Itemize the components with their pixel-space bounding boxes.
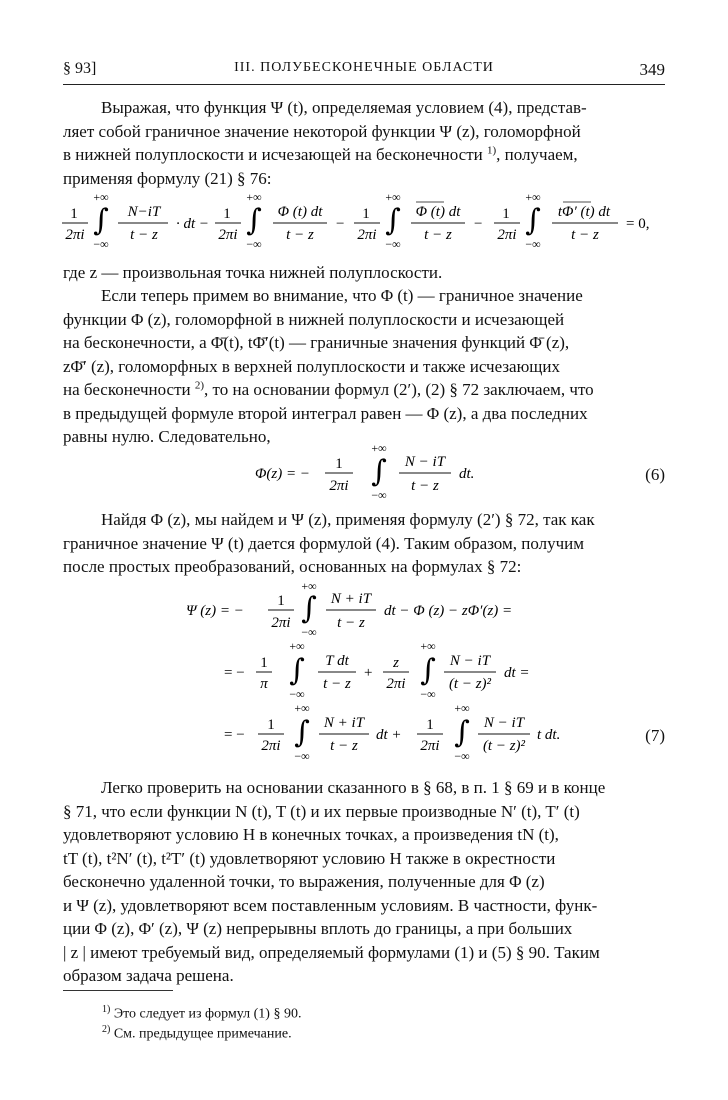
text-line: ляет собой граничное значение некоторой функции Ψ (z), голоморфной	[63, 121, 581, 141]
text-line: Если теперь примем во внимание, что Φ (t) — граничное значение	[101, 286, 583, 305]
svg-text:Φ(z) = −: Φ(z) = −	[255, 466, 310, 482]
equation-7-line-1	[186, 579, 546, 639]
svg-text:Φ (t) dt: Φ (t) dt	[415, 204, 461, 220]
section-ref: § 93]	[63, 60, 97, 77]
running-head	[63, 60, 665, 84]
svg-text:1: 1	[335, 456, 343, 472]
text-line: образом задача решена.	[63, 966, 234, 985]
svg-text:(t − z)²: (t − z)²	[448, 676, 492, 692]
page-number: 349	[639, 60, 665, 79]
paragraph-4	[63, 508, 665, 579]
text-line: равны нулю. Следовательно,	[63, 427, 271, 446]
text-line: § 71, что если функции N (t), T (t) и их первые производные N′ (t), T′ (t)	[63, 801, 580, 821]
svg-text:t − z: t − z	[411, 478, 439, 494]
svg-text:∫: ∫	[301, 591, 317, 626]
svg-text:+: +	[364, 665, 373, 681]
svg-text:∫: ∫	[371, 454, 387, 489]
text-line: в нижней полуплоскости и исчезающей на бесконечности $^{1)}$, получаем,	[63, 144, 578, 164]
svg-text:∫: ∫	[420, 653, 436, 688]
text-line: бесконечно удаленной точки, то выражения, полученные для Φ (z)	[63, 872, 545, 891]
equation-7-line-2	[224, 639, 554, 701]
svg-text:2πi: 2πi	[386, 676, 406, 692]
text-line: и Ψ (z), удовлетворяют всем поставленным условиям. В частности, функ-	[63, 895, 598, 915]
svg-text:+∞: +∞	[385, 190, 401, 204]
footnote-rule	[63, 990, 173, 991]
svg-text:−: −	[474, 216, 483, 232]
equation-6	[255, 441, 495, 502]
paragraph-2	[63, 261, 665, 285]
equation-7-line-1-svg	[186, 579, 546, 639]
svg-text:∫: ∫	[525, 203, 541, 238]
svg-text:1: 1	[70, 206, 78, 222]
svg-text:t − z: t − z	[130, 227, 158, 243]
svg-text:−∞: −∞	[246, 237, 262, 251]
footnote-mark: 2)	[102, 1024, 111, 1035]
svg-text:N + iT: N + iT	[323, 715, 365, 731]
text-line: Выражая, что функция Ψ (t), определяемая условием (4), представ-	[101, 98, 587, 117]
svg-text:1: 1	[362, 206, 370, 222]
footnote-ref-1: 1)	[487, 144, 497, 157]
svg-text:∫: ∫	[246, 203, 262, 238]
text-line: tT (t), t²N′ (t), t²T′ (t) удовлетворяют условию H также в окрестности	[63, 848, 556, 868]
text-line: | z | имеют требуемый вид, определяемый формулами (1) и (5) § 90. Таким	[63, 942, 600, 962]
text-line: функции Φ (z), голоморфной в нижней полуплоскости и исчезающей	[63, 309, 565, 329]
text-line: в предыдущей формуле второй интеграл равен — Φ (z), а два последних	[63, 403, 588, 423]
svg-text:2πi: 2πi	[420, 738, 440, 754]
svg-text:+∞: +∞	[371, 441, 387, 455]
text-line: ции Φ (z), Φ′ (z), Ψ (z) непрерывны вплоть до границы, а при больших	[63, 919, 573, 938]
svg-text:t dt.: t dt.	[537, 727, 561, 743]
svg-text:N − iT: N − iT	[483, 715, 525, 731]
footnote-1	[102, 1004, 301, 1023]
svg-text:2πi: 2πi	[261, 738, 281, 754]
svg-text:t − z: t − z	[330, 738, 358, 754]
svg-text:π: π	[260, 676, 268, 692]
equation-6-number: (6)	[645, 465, 665, 484]
svg-text:∫: ∫	[454, 715, 470, 750]
svg-text:∫: ∫	[294, 715, 310, 750]
svg-text:1: 1	[502, 206, 510, 222]
svg-text:Ψ (z) = −: Ψ (z) = −	[186, 603, 244, 619]
equation-7-number: (7)	[645, 726, 665, 745]
svg-text:−∞: −∞	[301, 625, 317, 639]
text-line: Найдя Φ (z), мы найдем и Ψ (z), применяя формулу (2′) § 72, так как	[101, 510, 595, 529]
svg-text:N − iT: N − iT	[404, 454, 446, 470]
svg-text:−∞: −∞	[385, 237, 401, 251]
svg-text:(t − z)²: (t − z)²	[482, 738, 526, 754]
svg-text:N − iT: N − iT	[449, 653, 491, 669]
svg-text:t − z: t − z	[323, 676, 351, 692]
svg-text:2πi: 2πi	[271, 615, 291, 631]
svg-text:+∞: +∞	[301, 579, 317, 593]
svg-text:= 0,: = 0,	[626, 216, 650, 232]
svg-text:∫: ∫	[93, 203, 109, 238]
svg-text:t − z: t − z	[286, 227, 314, 243]
chapter-title: III. ПОЛУБЕСКОНЕЧНЫЕ ОБЛАСТИ	[234, 60, 494, 75]
svg-text:t − z: t − z	[424, 227, 452, 243]
svg-text:+∞: +∞	[246, 190, 262, 204]
svg-text:z: z	[393, 655, 399, 671]
paragraph-3	[63, 284, 665, 449]
svg-text:−∞: −∞	[93, 237, 109, 251]
svg-text:1: 1	[426, 717, 434, 733]
text-line: применяя формулу (21) § 76:	[63, 168, 272, 188]
svg-text:Φ (t) dt: Φ (t) dt	[277, 204, 323, 220]
paragraph-5	[63, 776, 665, 988]
svg-text:= −: = −	[224, 727, 245, 743]
svg-text:2πi: 2πi	[65, 227, 85, 243]
svg-text:T dt: T dt	[325, 653, 349, 669]
svg-text:1: 1	[223, 206, 231, 222]
svg-text:N−iT: N−iT	[127, 204, 161, 220]
equation-7-line-2-svg	[224, 639, 554, 701]
svg-text:+∞: +∞	[420, 639, 436, 653]
svg-text:−∞: −∞	[289, 687, 305, 701]
svg-text:+∞: +∞	[294, 701, 310, 715]
text-line: на бесконечности $^{2)}$, то на основании формул (2′), (2) § 72 заключаем, что	[63, 379, 594, 399]
footnote-text: Это следует из формул (1) § 90.	[113, 1006, 302, 1022]
footnote-2	[102, 1024, 292, 1043]
svg-text:+∞: +∞	[454, 701, 470, 715]
footnote-text: См. предыдущее примечание.	[113, 1026, 292, 1042]
paragraph-1	[63, 96, 665, 190]
footnote-mark: 1)	[102, 1004, 111, 1015]
header-rule	[63, 84, 665, 85]
svg-text:2πi: 2πi	[329, 478, 349, 494]
svg-text:dt − Φ (z) − zΦ′(z) =: dt − Φ (z) − zΦ′(z) =	[384, 603, 513, 619]
svg-text:∫: ∫	[385, 203, 401, 238]
text-line: удовлетворяют условию H в конечных точках, а произведения tN (t),	[63, 825, 559, 844]
svg-text:−∞: −∞	[420, 687, 436, 701]
text-line: Легко проверить на основании сказанного в § 68, в п. 1 § 69 и в конце	[101, 778, 606, 797]
svg-text:∫: ∫	[289, 653, 305, 688]
svg-text:+∞: +∞	[93, 190, 109, 204]
svg-text:−∞: −∞	[371, 488, 387, 502]
svg-text:dt =: dt =	[504, 665, 530, 681]
text-line: граничное значение Ψ (t) дается формулой (4). Таким образом, получим	[63, 533, 585, 553]
svg-text:t − z: t − z	[571, 227, 599, 243]
svg-text:+∞: +∞	[289, 639, 305, 653]
svg-text:1: 1	[267, 717, 275, 733]
svg-text:t − z: t − z	[337, 615, 365, 631]
svg-text:2πi: 2πi	[497, 227, 517, 243]
svg-text:−∞: −∞	[294, 749, 310, 763]
svg-text:1: 1	[277, 593, 285, 609]
equation-integrals	[60, 190, 670, 251]
svg-text:= −: = −	[224, 665, 245, 681]
svg-text:2πi: 2πi	[357, 227, 377, 243]
text-line: после простых преобразований, основанных на формулах § 72:	[63, 557, 522, 576]
text-line: zΦ̄′ (z), голоморфных в верхней полуплоскости и также исчезающих	[63, 356, 560, 376]
svg-text:tΦ′ (t) dt: tΦ′ (t) dt	[557, 204, 611, 220]
svg-text:2πi: 2πi	[218, 227, 238, 243]
svg-text:−∞: −∞	[454, 749, 470, 763]
svg-text:−∞: −∞	[525, 237, 541, 251]
svg-text:1: 1	[260, 655, 268, 671]
svg-text:+∞: +∞	[525, 190, 541, 204]
svg-text:−: −	[336, 216, 345, 232]
equation-6-svg	[255, 441, 495, 502]
svg-text:dt.: dt.	[459, 466, 475, 482]
svg-text:N + iT: N + iT	[330, 591, 372, 607]
footnote-ref-2: 2)	[194, 379, 205, 392]
equation-7-line-3-svg	[224, 701, 574, 763]
text-line: где z — произвольная точка нижней полуплоскости.	[63, 263, 443, 282]
equation-7-line-3	[224, 701, 574, 763]
svg-text:dt +: dt +	[376, 727, 402, 743]
equation-integrals-svg	[60, 190, 670, 251]
svg-text:· dt −: · dt −	[176, 216, 210, 232]
text-line: на бесконечности, а Φ̄(t), tΦ̄′(t) — граничные значения функций Φ̄ (z),	[63, 333, 570, 352]
